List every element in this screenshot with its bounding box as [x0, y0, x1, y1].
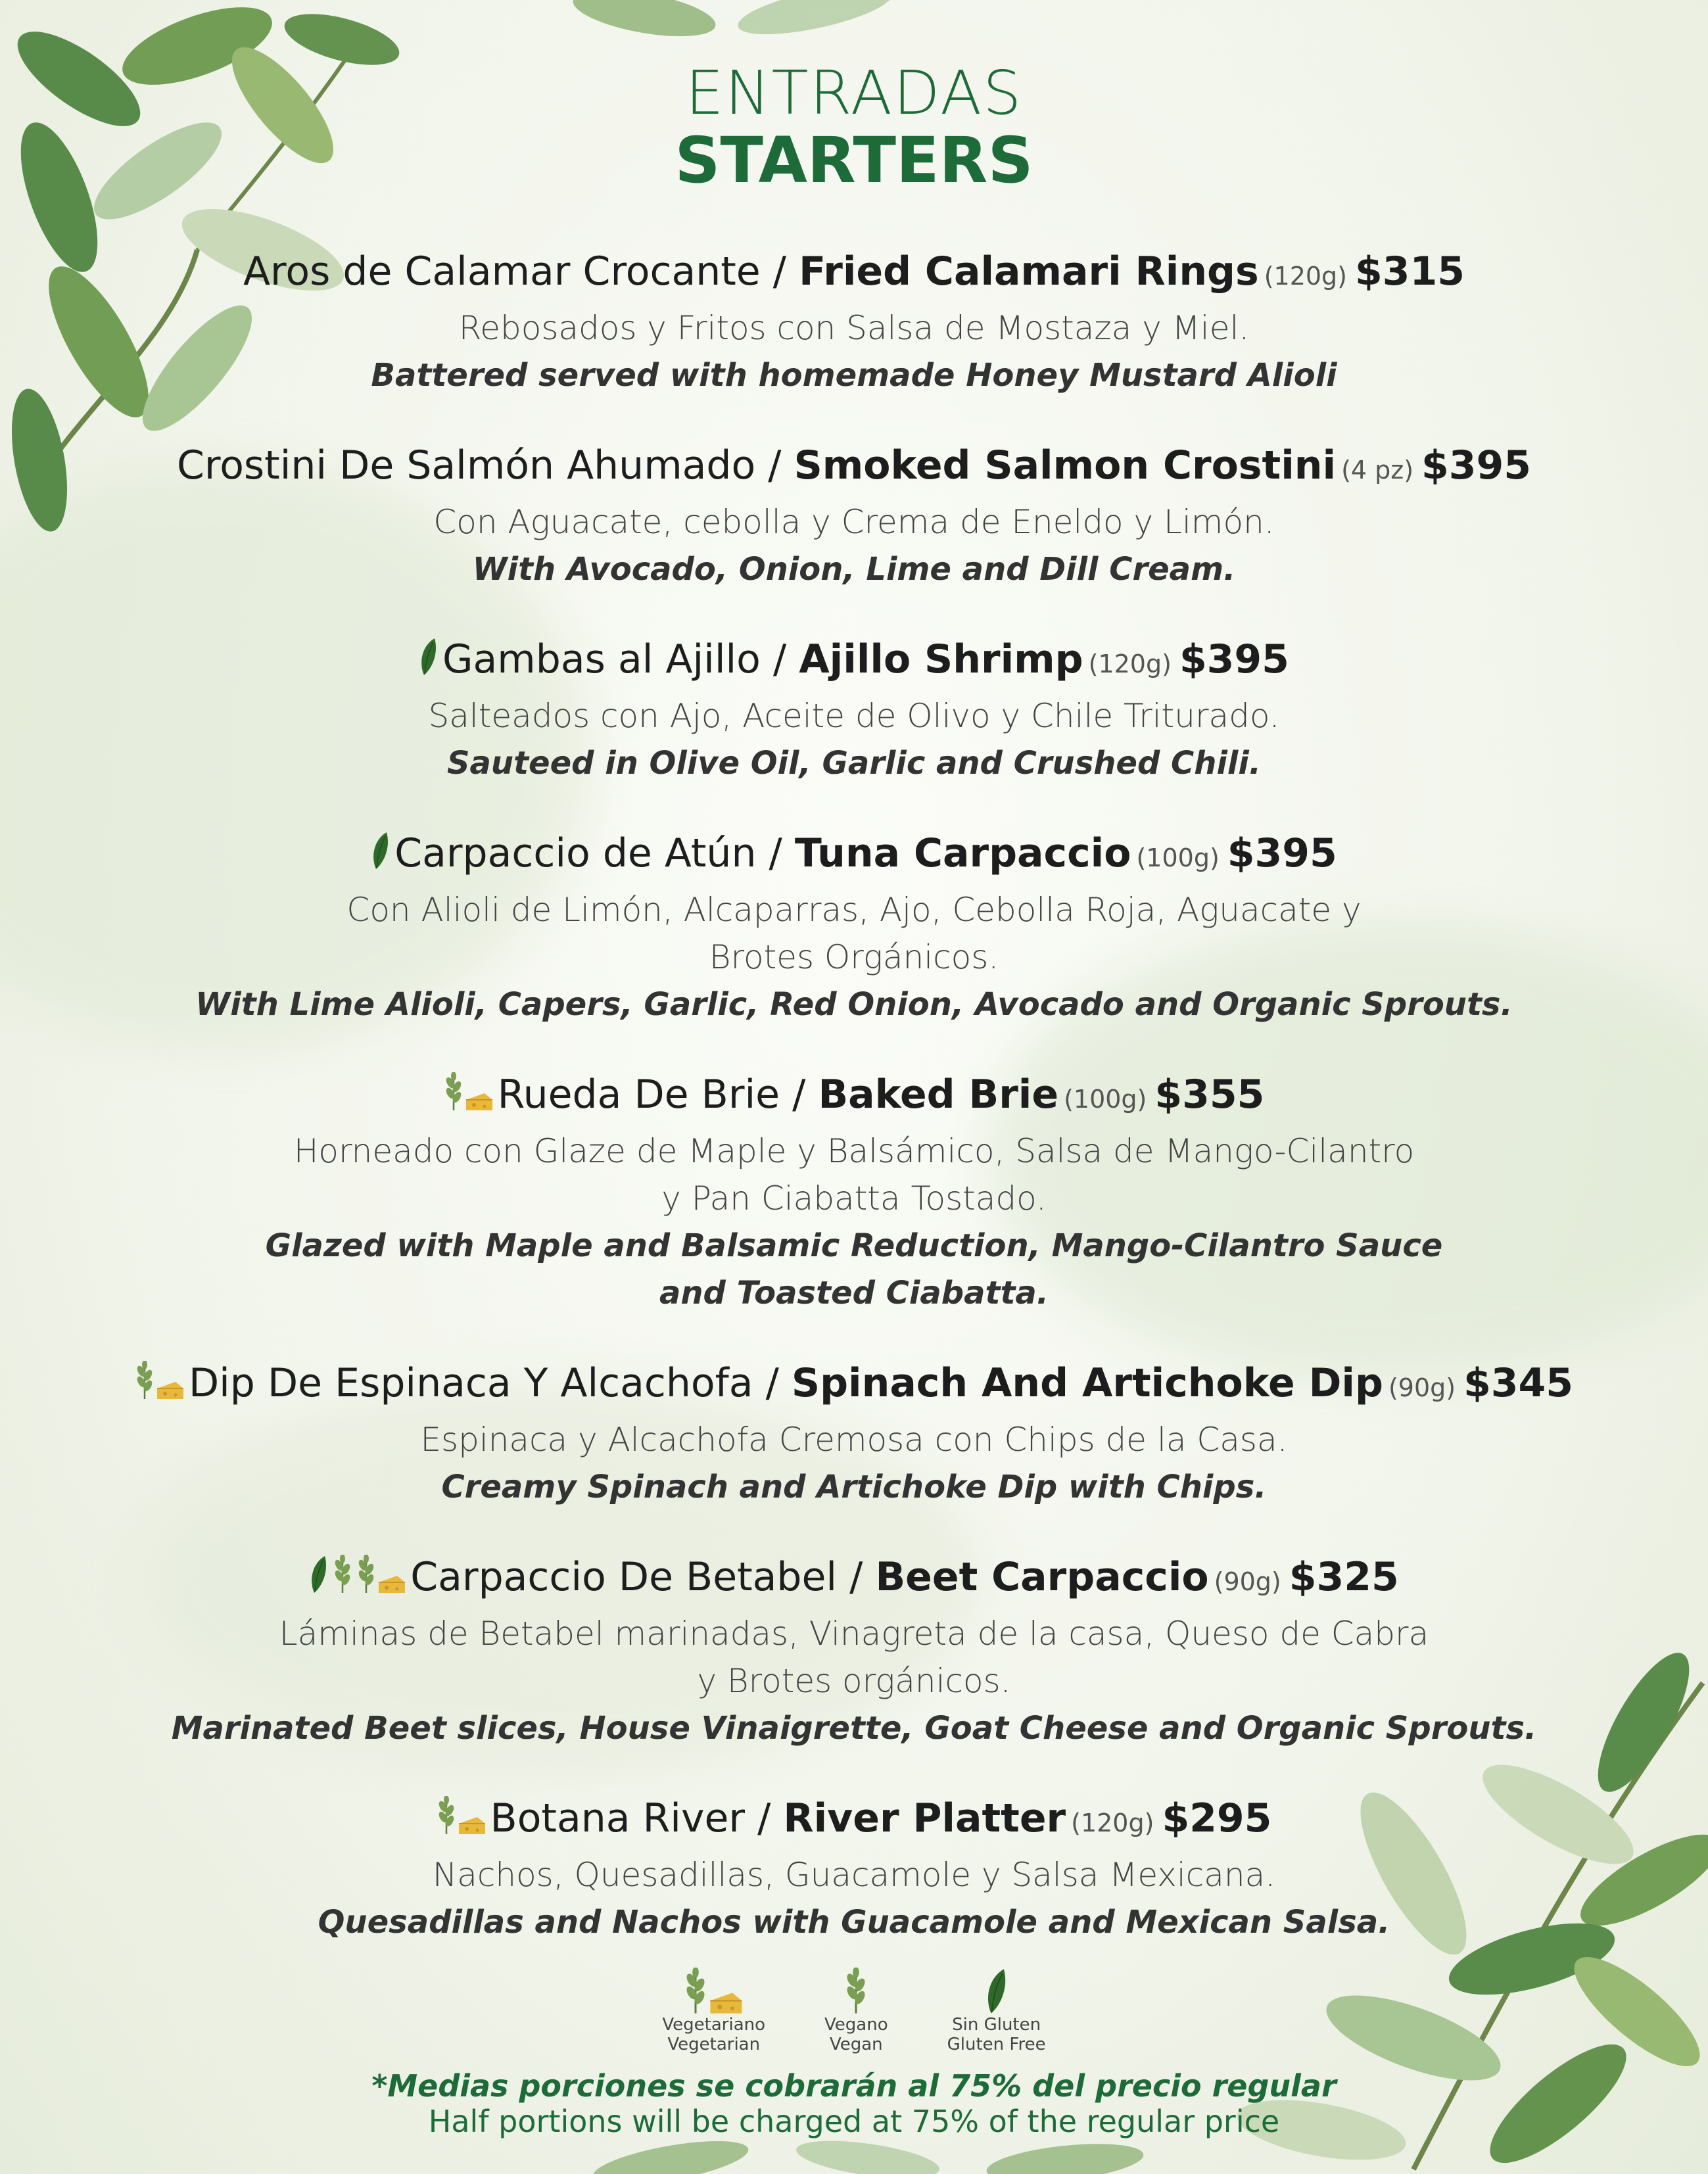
item-price: $355: [1154, 1072, 1265, 1118]
item-description-english: Glazed with Maple and Balsamic Reduction, Mango-Cilantro Sauce: [265, 1227, 1443, 1264]
vegetarian-icon: [444, 1072, 494, 1112]
item-price: $345: [1463, 1360, 1574, 1406]
menu-item-title: [0, 1790, 1708, 1851]
item-name-english: Beet Carpaccio: [875, 1554, 1209, 1600]
legend-label-spanish: Sin Gluten: [952, 2015, 1041, 2035]
legend-entry: [824, 1962, 888, 2054]
item-name-english: River Platter: [783, 1795, 1066, 1841]
vegan-icon: [844, 1968, 868, 2015]
dietary-icons: [437, 1796, 486, 1835]
item-description-spanish-line2: y Pan Ciabatta Tostado.: [661, 1179, 1047, 1217]
foliage-top-right-decoration: [565, 0, 960, 59]
legend-entry: [662, 1962, 765, 2054]
half-portion-note-spanish: *Medias porciones se cobrarán al 75% del precio regular: [371, 2068, 1337, 2104]
legend-label-spanish: Vegano: [824, 2015, 888, 2035]
item-portion: (120g): [1264, 262, 1348, 291]
item-name-spanish: Botana River /: [490, 1795, 784, 1841]
legend-label-spanish: Vegetariano: [662, 2015, 766, 2035]
item-price: $295: [1162, 1795, 1272, 1841]
vegetarian-icon: [135, 1361, 185, 1400]
item-name-spanish: Gambas al Ajillo /: [442, 636, 799, 682]
dietary-legend: [0, 1962, 1708, 2054]
menu-item-title: [0, 1066, 1708, 1127]
legend-label-english: Gluten Free: [947, 2035, 1046, 2054]
dietary-icons: [444, 1072, 494, 1112]
item-price: $325: [1289, 1554, 1399, 1600]
menu-item-title: [0, 631, 1708, 692]
section-title-english: STARTERS: [675, 124, 1033, 197]
menu-item: [0, 437, 1708, 593]
half-portion-note-english: Half portions will be charged at 75% of the regular price: [428, 2104, 1280, 2139]
item-name-english: Ajillo Shrimp: [799, 636, 1083, 682]
menu-item-title: [0, 437, 1708, 498]
item-name-spanish: Carpaccio de Atún /: [394, 830, 795, 876]
item-description-english: With Avocado, Onion, Lime and Dill Cream.: [472, 551, 1236, 588]
menu-item-title: [0, 1355, 1708, 1416]
item-description-spanish-line2: Brotes Orgánicos.: [709, 938, 999, 976]
gluten-free-leaf-icon: [419, 637, 439, 676]
item-description-spanish: Horneado con Glaze de Maple y Balsámico, Salsa de Mango-Cilantro: [293, 1132, 1415, 1170]
menu-items-list: [0, 243, 1708, 1984]
item-description-english: Battered served with homemade Honey Mustard Alioli: [371, 357, 1337, 394]
item-description-spanish-line2: y Brotes orgánicos.: [697, 1662, 1011, 1700]
item-price: $395: [1421, 442, 1532, 488]
item-name-spanish: Dip De Espinaca Y Alcachofa /: [188, 1360, 792, 1406]
item-description-english: Marinated Beet slices, House Vinaigrette, Goat Cheese and Organic Sprouts.: [171, 1710, 1537, 1747]
item-name-english: Tuna Carpaccio: [794, 830, 1131, 876]
gluten-free-leaf-icon: [371, 831, 391, 870]
item-description-spanish: Rebosados y Fritos con Salsa de Mostaza y Miel.: [458, 309, 1250, 347]
menu-item: [0, 631, 1708, 787]
item-description-spanish: Salteados con Ajo, Aceite de Olivo y Chile Triturado.: [428, 697, 1280, 735]
legend-label-english: Vegetarian: [667, 2035, 761, 2054]
legend-entry: [947, 1962, 1046, 2054]
item-name-english: Spinach And Artichoke Dip: [791, 1360, 1383, 1406]
item-description-english: Quesadillas and Nachos with Guacamole and Mexican Salsa.: [318, 1904, 1390, 1941]
item-name-spanish: Rueda De Brie /: [497, 1072, 818, 1118]
vegetarian-icon: [684, 1968, 744, 2015]
item-portion: (90g): [1388, 1373, 1456, 1402]
dietary-icons: [371, 831, 391, 870]
item-portion: (100g): [1136, 843, 1220, 872]
item-description-spanish: Láminas de Betabel marinadas, Vinagreta de la casa, Queso de Cabra: [279, 1615, 1429, 1653]
item-price: $395: [1179, 636, 1289, 682]
item-description-english-line2: and Toasted Ciabatta.: [659, 1275, 1049, 1311]
gluten-free-leaf-icon: [309, 1555, 329, 1594]
item-price: $395: [1227, 830, 1337, 876]
item-name-spanish: Carpaccio De Betabel /: [410, 1554, 876, 1600]
item-name-english: Fried Calamari Rings: [799, 248, 1259, 295]
item-portion: (90g): [1214, 1567, 1281, 1596]
menu-item: [0, 825, 1708, 1028]
item-name-spanish: Crostini De Salmón Ahumado /: [176, 442, 794, 488]
item-description-spanish: Nachos, Quesadillas, Guacamole y Salsa Mexicana.: [432, 1856, 1276, 1894]
item-description-spanish: Con Alioli de Limón, Alcaparras, Ajo, Cebolla Roja, Aguacate y: [346, 891, 1362, 929]
item-description-english: Sauteed in Olive Oil, Garlic and Crushed Chili.: [446, 745, 1262, 782]
menu-item: [0, 1790, 1708, 1946]
menu-item: [0, 243, 1708, 399]
gluten-free-leaf-icon: [985, 1968, 1008, 2015]
legend-label-english: Vegan: [829, 2035, 883, 2054]
item-portion: (100g): [1064, 1085, 1147, 1114]
item-name-english: Baked Brie: [818, 1072, 1059, 1118]
dietary-icons: [309, 1555, 406, 1594]
item-description-english: Creamy Spinach and Artichoke Dip with Chips.: [441, 1469, 1267, 1505]
item-description-english: With Lime Alioli, Capers, Garlic, Red Onion, Avocado and Organic Sprouts.: [195, 986, 1513, 1023]
item-description-spanish: Espinaca y Alcachofa Cremosa con Chips de la Casa.: [420, 1421, 1288, 1459]
menu-item: [0, 1549, 1708, 1752]
item-name-spanish: Aros de Calamar Crocante /: [243, 248, 799, 295]
item-price: $315: [1355, 248, 1465, 295]
menu-item-title: [0, 1549, 1708, 1610]
menu-item-title: [0, 825, 1708, 886]
vegetarian-icon: [356, 1555, 406, 1594]
item-description-spanish: Con Aguacate, cebolla y Crema de Eneldo y Limón.: [433, 503, 1275, 541]
item-portion: (120g): [1071, 1808, 1154, 1837]
dietary-icons: [135, 1361, 185, 1400]
menu-item-title: [0, 243, 1708, 304]
menu-item: [0, 1066, 1708, 1317]
vegan-icon: [333, 1555, 352, 1594]
item-name-english: Smoked Salmon Crostini: [794, 442, 1337, 488]
item-portion: (120g): [1088, 650, 1172, 678]
dietary-icons: [419, 637, 439, 676]
menu-item: [0, 1355, 1708, 1511]
vegetarian-icon: [437, 1796, 486, 1835]
item-portion: (4 pz): [1341, 456, 1414, 484]
section-title-spanish: ENTRADAS: [685, 58, 1023, 128]
